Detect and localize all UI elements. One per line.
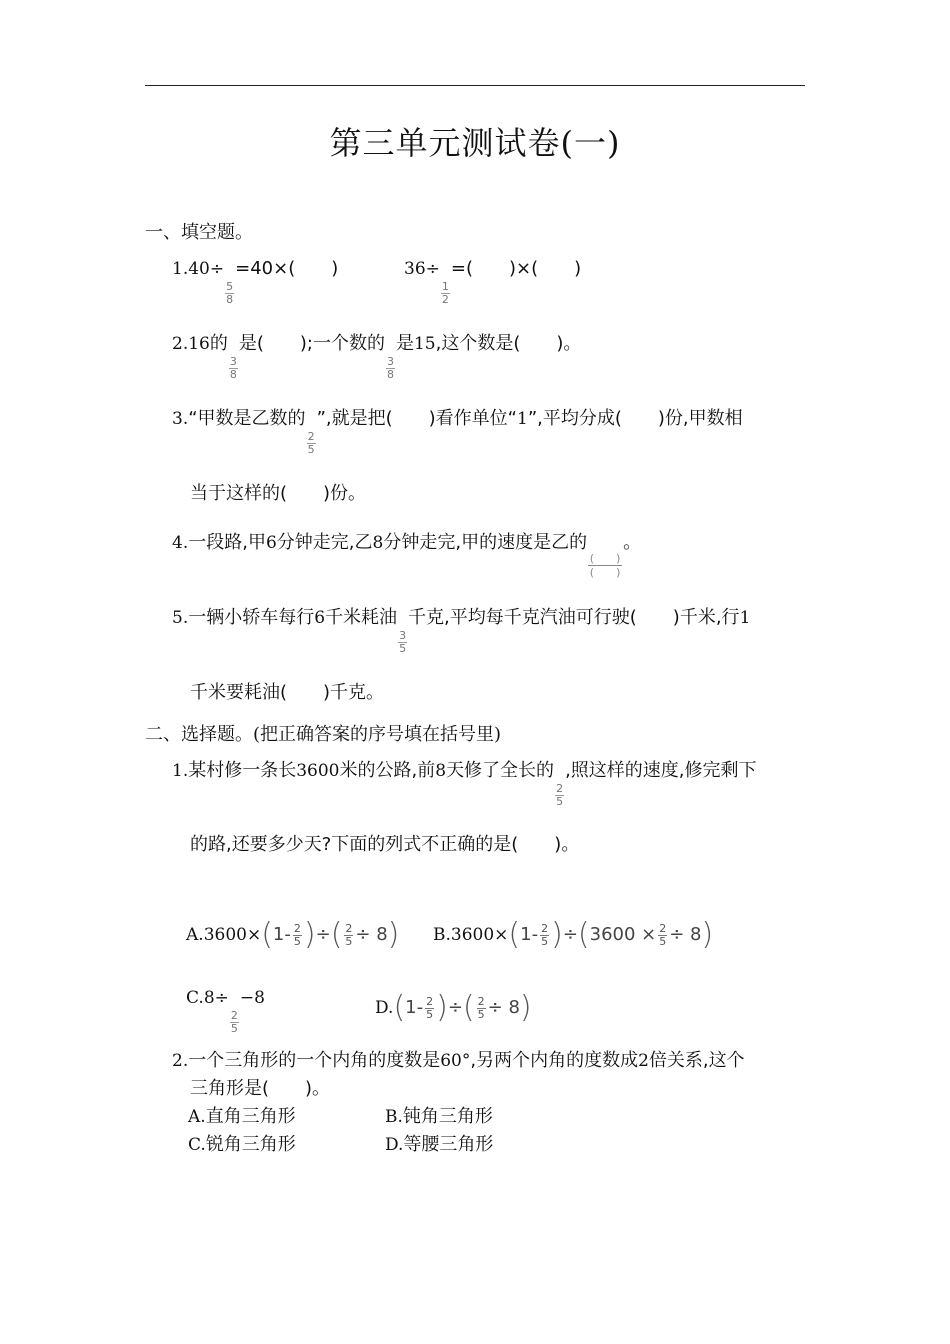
- text: 8: [372, 533, 384, 553]
- divide-sign: ÷: [447, 997, 463, 1018]
- denominator: 5: [293, 934, 301, 948]
- s2-q2-option-b[interactable]: [385, 1105, 493, 1129]
- s2-q1-line2: 的路,还要多少天?下面的列式不正确的是( )。: [190, 834, 580, 855]
- text: 千米耗油: [325, 607, 398, 628]
- section2-heading: 二、选择题。(把正确答案的序号填在括号里): [145, 724, 502, 745]
- q-number: 4.: [172, 533, 189, 553]
- text: ”,平均分成( )份,甲数相: [527, 408, 743, 429]
- denominator: 2: [441, 293, 449, 306]
- text: 的: [209, 333, 228, 354]
- paren-close: ): [436, 990, 448, 1025]
- denominator: 5: [541, 934, 549, 948]
- fraction: [658, 923, 667, 948]
- s2-q2: [172, 1049, 745, 1073]
- q-number: 2.: [172, 1051, 189, 1071]
- text: 8: [435, 761, 447, 781]
- option-c[interactable]: [186, 986, 265, 1035]
- numerator: 2: [345, 921, 353, 935]
- s1-q4: [172, 531, 641, 579]
- text: 1-: [520, 924, 539, 945]
- math-expression: [508, 915, 713, 955]
- fraction: [293, 923, 302, 948]
- paren-open: (: [261, 917, 273, 952]
- page-title: 第三单元测试卷(一): [329, 124, 621, 162]
- text: 60°: [440, 1051, 471, 1071]
- text: 一辆小轿车每行: [188, 607, 315, 628]
- denominator: 5: [307, 443, 315, 456]
- section1-heading: 一、填空题。: [145, 222, 253, 243]
- paren-open: (: [577, 917, 590, 952]
- paren-open: (: [462, 990, 475, 1025]
- top-rule: [145, 85, 805, 86]
- option-text: 锐角三角形: [205, 1134, 296, 1155]
- numerator: 2: [556, 782, 564, 795]
- paren-close: ): [519, 990, 532, 1025]
- numerator: 2: [659, 921, 667, 935]
- math-expression: [261, 915, 399, 955]
- text: 倍关系,这个: [648, 1050, 745, 1071]
- option-label: B.: [433, 925, 451, 945]
- fraction: [386, 356, 395, 381]
- numerator: 2: [477, 994, 485, 1008]
- fraction: [398, 630, 407, 655]
- denominator: 8: [226, 293, 234, 306]
- text: “甲数是乙数的: [188, 408, 306, 429]
- denominator: 8: [386, 368, 394, 381]
- text: 2: [638, 1051, 649, 1071]
- option-label: A.: [188, 1107, 206, 1127]
- text: ÷ 8: [669, 924, 702, 945]
- option-label: C.: [186, 988, 204, 1008]
- math-expression: [393, 988, 531, 1028]
- q1a-pre: 40÷: [188, 259, 225, 279]
- s2-q2-option-d[interactable]: [385, 1133, 493, 1157]
- text: −8: [239, 988, 265, 1008]
- fraction: [477, 996, 486, 1021]
- s1-q3-line2: 当于这样的( )份。: [190, 483, 367, 504]
- text: 6: [265, 533, 277, 553]
- text: ÷ 8: [487, 997, 520, 1018]
- divide-sign: ÷: [562, 924, 578, 945]
- q1b-post: =( )×( ): [450, 258, 582, 279]
- text: ”,就是把( )看作单位“: [316, 408, 517, 429]
- paren-close: ): [551, 917, 563, 952]
- s1-q5: [172, 606, 750, 655]
- denominator: 5: [477, 1007, 485, 1021]
- text: 15: [413, 334, 436, 354]
- text: 是: [395, 333, 414, 354]
- option-label: C.: [188, 1135, 206, 1155]
- text: 分钟走完,乙: [276, 532, 373, 553]
- numerator: 1: [441, 280, 449, 293]
- q-number: 1.: [172, 259, 189, 279]
- text: 3600: [296, 761, 340, 781]
- fraction: [540, 923, 549, 948]
- paren-close: ): [701, 917, 714, 952]
- denominator: 5: [230, 1022, 238, 1035]
- text: 6: [314, 608, 326, 628]
- q1b-pre: 36÷: [404, 259, 440, 279]
- s2-q2-option-c[interactable]: [188, 1133, 296, 1157]
- fraction: [230, 1010, 239, 1035]
- text: 3600×: [450, 925, 509, 945]
- numerator: 2: [230, 1009, 238, 1022]
- option-b[interactable]: [433, 915, 713, 955]
- numerator: 3: [399, 629, 407, 642]
- fraction: [225, 281, 234, 306]
- q-number: 2.: [172, 334, 189, 354]
- text: ÷ 8: [355, 924, 388, 945]
- paren-open: (: [393, 990, 406, 1025]
- option-label: B.: [385, 1107, 403, 1127]
- denominator: 8: [229, 368, 237, 381]
- option-a[interactable]: [186, 915, 399, 955]
- text: 3600×: [203, 925, 262, 945]
- option-text: 直角三角形: [205, 1106, 296, 1127]
- numerator: 2: [293, 921, 301, 935]
- option-label: D.: [385, 1135, 404, 1155]
- text: 是( );一个数的: [238, 333, 385, 354]
- q-number: 3.: [172, 409, 189, 429]
- text: 1-: [405, 997, 424, 1018]
- s1-q2: [172, 332, 581, 381]
- paren-open: (: [330, 917, 343, 952]
- denominator: 5: [345, 934, 353, 948]
- fraction: [229, 356, 238, 381]
- fraction: [555, 783, 564, 808]
- numerator: 5: [226, 280, 234, 293]
- numerator-blank: ( ): [589, 552, 621, 565]
- s2-q2-option-a[interactable]: [188, 1105, 296, 1129]
- numerator: 3: [229, 355, 237, 368]
- text: 3600 ×: [589, 924, 657, 945]
- paren-open: (: [508, 917, 521, 952]
- denominator: 5: [399, 642, 407, 655]
- option-label: A.: [186, 925, 204, 945]
- option-text: 钝角三角形: [402, 1106, 493, 1127]
- denominator-blank: ( ): [589, 566, 621, 579]
- s2-q2-line2: 三角形是( )。: [190, 1078, 331, 1099]
- numerator: 3: [386, 355, 394, 368]
- text: 8÷: [203, 988, 229, 1008]
- divide-sign: ÷: [315, 924, 331, 945]
- text: ,另两个内角的度数成: [470, 1050, 639, 1071]
- text: 千克,平均每千克汽油可行驶( )千米,行: [408, 607, 740, 628]
- answer-fraction-blank[interactable]: [588, 552, 622, 579]
- fraction: [425, 996, 434, 1021]
- numerator: 2: [426, 994, 434, 1008]
- text: 某村修一条长: [188, 760, 297, 781]
- numerator: 2: [307, 430, 315, 443]
- text: 天修了全长的: [446, 760, 555, 781]
- q-number: 1.: [172, 761, 189, 781]
- paren-close: ): [303, 917, 316, 952]
- option-d[interactable]: [375, 988, 532, 1028]
- q-number: 5.: [172, 608, 189, 628]
- numerator: 2: [541, 921, 549, 935]
- s2-q1: [172, 759, 757, 808]
- text: ,照这样的速度,修完剩下: [565, 760, 757, 781]
- text: 一段路,甲: [188, 532, 266, 553]
- denominator: 5: [659, 934, 667, 948]
- text: 16: [188, 334, 210, 354]
- option-label: D.: [375, 998, 394, 1018]
- s1-q5-line2: 千米要耗油( )千克。: [190, 682, 385, 703]
- denominator: 5: [556, 795, 564, 808]
- text: 1: [739, 608, 751, 628]
- s1-q1-b: [404, 257, 581, 306]
- text: 米的公路,前: [339, 760, 436, 781]
- s1-q3: [172, 407, 743, 456]
- text: 1-: [272, 924, 291, 945]
- denominator: 5: [426, 1007, 434, 1021]
- paren-close: ): [387, 917, 400, 952]
- text: 分钟走完,甲的速度是乙的: [383, 532, 588, 553]
- text: 。: [623, 532, 642, 553]
- fraction: [307, 431, 316, 456]
- fraction: [344, 923, 353, 948]
- fraction: [441, 281, 450, 306]
- text: 1: [516, 409, 528, 429]
- s1-q1: [172, 257, 338, 306]
- q1a-post: =40×( ): [235, 258, 339, 279]
- text: ,这个数是( )。: [435, 333, 582, 354]
- option-text: 等腰三角形: [403, 1134, 494, 1155]
- text: 一个三角形的一个内角的度数是: [188, 1050, 441, 1071]
